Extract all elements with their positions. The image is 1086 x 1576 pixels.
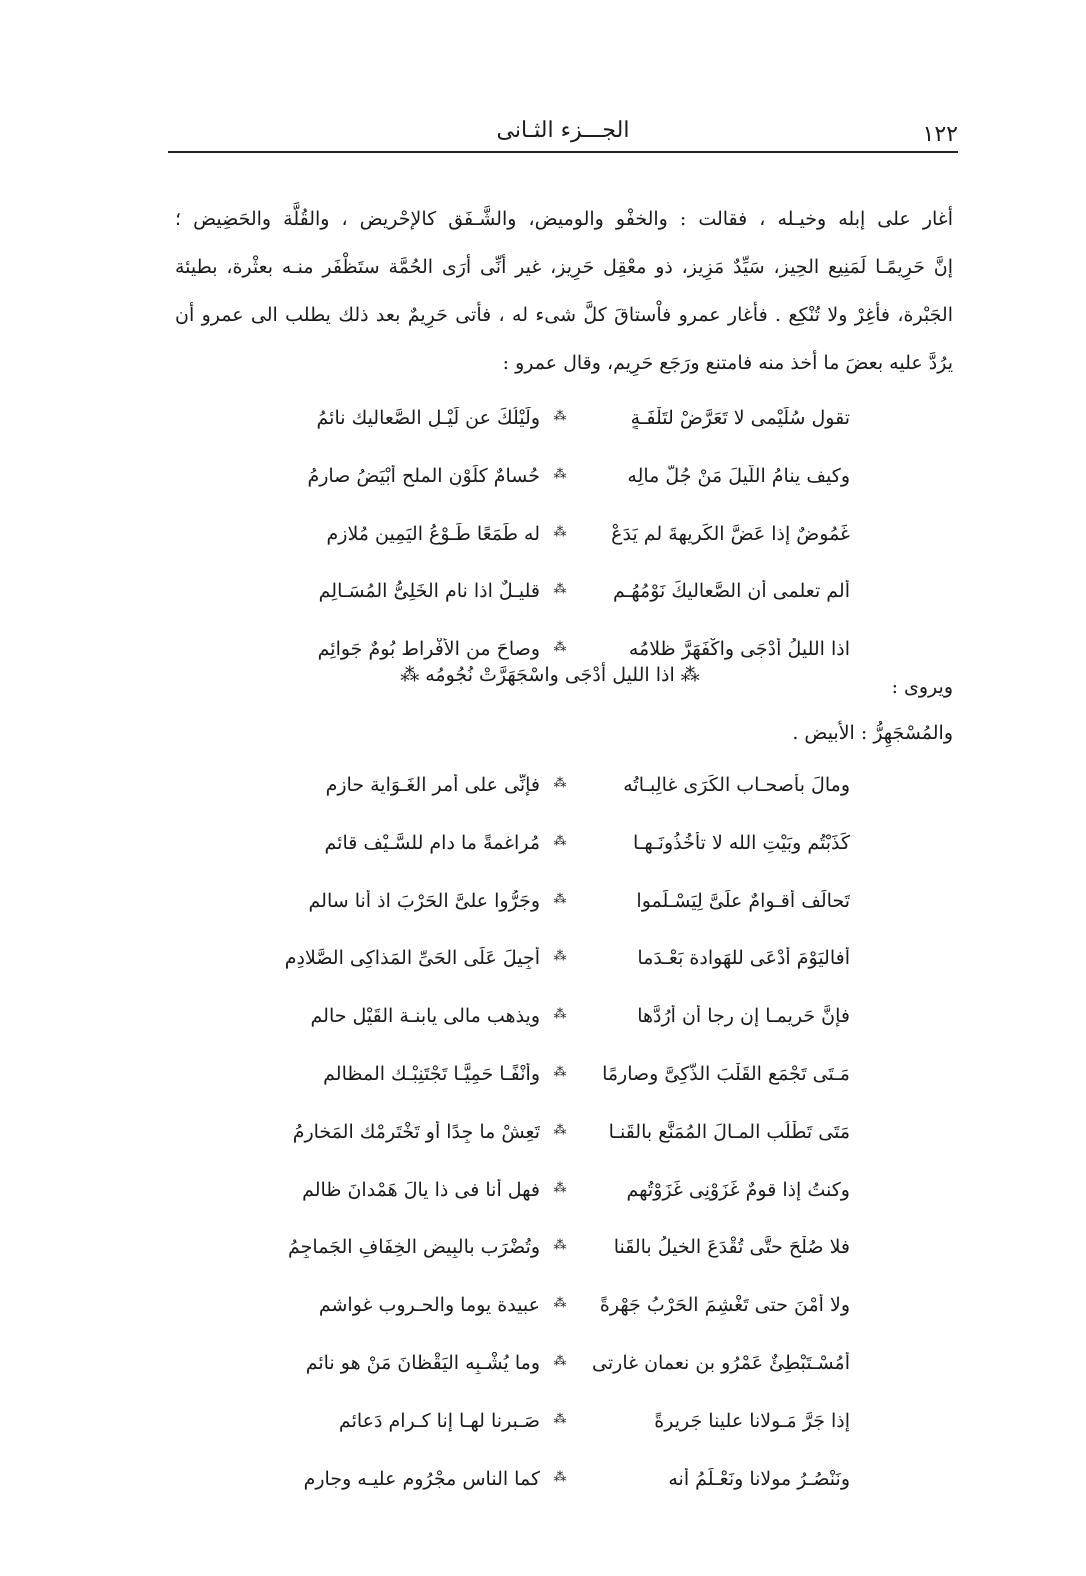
verse [270, 993, 850, 1051]
first-hemistich: ألم تعلمى أن الصَّعاليكَ نَوْمُهُـم [613, 580, 850, 603]
second-hemistich: فإنِّى على أمرِ الغَـوَاية حازمِ [325, 774, 540, 796]
verse-separator-star: ⁂ [553, 524, 567, 540]
verse [270, 1109, 850, 1167]
verse-separator-star: ⁂ [553, 1180, 567, 1196]
variant-reading [390, 664, 710, 686]
verse [270, 1167, 850, 1225]
second-hemistich: مُراغمةً ما دام للسَّـيْف قائم [324, 831, 540, 854]
first-hemistich: ومالَ بأصحـاب الكَرَى غالِبـاتُه [623, 774, 850, 796]
first-hemistich: مَتَى تَطْلُب المـالَ المُمَنَّع بالقَنـا [608, 1120, 850, 1143]
verse-separator-star: ⁂ [553, 409, 567, 424]
prose-line: يرُدَّ عليه بعضَ ما أخذ منه فامتنع ورَجَع حَرِيم، وقال عمرو : [502, 352, 953, 374]
verse-separator-star: ⁂ [553, 891, 567, 907]
second-hemistich: وصاحَ من الأفْراط بُومٌ جَوائِمِ [317, 638, 540, 661]
second-hemistich: تَعِشْ ما جِدًا أو تَخْتَرِمْك المَخارِمُ [292, 1120, 540, 1143]
second-hemistich: وأنْفًـا حَمِيًّـا تَجْتَنِبْـك المظالم [323, 1062, 540, 1085]
verse [270, 511, 850, 569]
first-hemistich: فإنَّ حَرِيمـا إن رجا أن أرُدَّها [637, 1005, 850, 1028]
first-hemistich: اذا الليلُ أدْجَى واكْفَهَرَّ ظلامُه [628, 638, 850, 661]
verse [270, 1282, 850, 1340]
variant-hemistich: اذا الليل أدْجَى واسْجَهَرَّتْ نُجُومُه [425, 664, 675, 686]
verse-separator-star: ⁂ [553, 466, 567, 482]
second-hemistich: حُسامٌ كلَوْنِ الملح أبْيَضُ صارمُ [307, 464, 540, 487]
first-hemistich: وكنتُ إذا قومٌ غَزَوْنِى غَزَوْتُهم [626, 1178, 850, 1201]
verse-separator-star: ⁂ [553, 1007, 567, 1023]
second-hemistich: كما الناس مجْرُوم عليـه وجارم [303, 1467, 540, 1490]
second-hemistich: فهل أنا فى ذا يالَ هَمْدانَ ظالم [302, 1178, 540, 1201]
verse-separator-star: ⁂ [553, 1238, 567, 1254]
first-hemistich: مَـتَى تَجْمَعِ القَلْبَ الذَّكِىَّ وصارمًا [602, 1062, 850, 1085]
first-hemistich: غَمُوضٌ إذا عَضَّ الكَرِيهةَ لم يَدَعْ [611, 522, 850, 545]
verse [270, 568, 850, 626]
first-hemistich: تَحالَف أقـوامٌ علَىَّ لِيَسْـلَموا [636, 889, 850, 912]
first-hemistich: فلا صُلْحَ حتَّى تُقْدَعَ الخيلُ بالقَنا [613, 1236, 850, 1259]
verse [270, 1224, 850, 1282]
running-head: الجـــزء الثـانى [496, 118, 630, 143]
verse-separator-star: ⁂ [553, 833, 567, 849]
verse-separator-star: ⁂ [553, 949, 567, 965]
prose-paragraph [175, 195, 953, 387]
poem-part-1 [270, 395, 850, 684]
first-hemistich: كَذَبْتُم وبَيْتِ الله لا تأْخُذُونَـهـا [632, 831, 850, 854]
first-hemistich: وكيف ينامُ اللَّيلَ مَنْ جُلُّ مالِه [627, 464, 850, 487]
second-hemistich: ويذهب مالى يابنـة القَيْل حالم [310, 1005, 540, 1028]
second-hemistich: ولَيْلُكَ عن لَيْـلِ الصَّعاليك نائمُ [316, 407, 540, 429]
variant-star-left: ⁂ [400, 664, 420, 686]
verse-separator-star: ⁂ [553, 1353, 567, 1369]
verse-separator-star: ⁂ [553, 640, 567, 656]
first-hemistich: أمُسْـتَبْطِئٌ عَمْرُو بن نعمان غارتى [592, 1351, 850, 1374]
page-number: ١٢٢ [922, 122, 958, 147]
verse-separator-star: ⁂ [553, 1411, 567, 1427]
prose-line: أغار على إبله وخيـله ، فقالت : والخفْو والوميض، والشَّـفَق كالإحْريض ، والقُلَّة والحَضِيض ؛ [175, 208, 953, 230]
second-hemistich: وتُضْرَب بالبِيضِ الخِفَافِ الجَماجِمُ [288, 1236, 540, 1259]
second-hemistich: وما يُشْـبِه اليَقْظانَ مَنْ هو نائم [305, 1351, 540, 1374]
prose-line: إنَّ حَرِيمًـا لَمَنِيع الحِيز، سَيِّدٌ مَزِيز، ذو معْقِل حَرِيز، غير أنِّى أرَى الحُمَّة ستَظْفَر منـه بعثْرة، بطيئة [175, 256, 953, 278]
variant-label: ويروى : [891, 676, 953, 698]
verse [270, 453, 850, 511]
verse [270, 1051, 850, 1109]
verse [270, 395, 850, 453]
second-hemistich: قليـلٌ اذا نام الخَلِىُّ المُسَـالِمِ [318, 580, 540, 603]
verse [270, 820, 850, 878]
first-hemistich: ونَنْصُـرُ مولانا ونَعْـلَمُ أنه [668, 1467, 850, 1490]
page-header [168, 108, 958, 148]
header-rule [168, 151, 958, 153]
second-hemistich: عبيدة يوما والحـروب غواشم [318, 1294, 540, 1317]
verse-separator-star: ⁂ [553, 1469, 567, 1485]
gloss-note: والمُسْجَهِرُّ : الأبيض . [792, 722, 953, 744]
verse-separator-star: ⁂ [553, 1122, 567, 1138]
first-hemistich: أفاليَوْمَ أُدْعَى للهَوادة بَعْـدَما [637, 947, 850, 970]
first-hemistich: إذا جَرَّ مَـولانا علينا جَرِيرةً [654, 1409, 850, 1432]
verse-separator-star: ⁂ [553, 1296, 567, 1312]
verse-separator-star: ⁂ [553, 776, 567, 791]
verse [270, 935, 850, 993]
verse-separator-star: ⁂ [553, 1064, 567, 1080]
prose-line: الجَبْرة، فأغِرْ ولا تُنْكِع . فأغار عمرو فاْستاقَ كلَّ شىء له ، فأتى حَرِيمٌ بعد ذلك يطلب الى عمرو أن [175, 304, 953, 326]
verse [270, 762, 850, 820]
second-hemistich: أُجِيلَ عَلَى الحَىِّ المَذاكِى الصَّلادِمِ [284, 947, 540, 970]
first-hemistich: تقول سُلَيْمى لا تَعَرَّضْ لتَلْفَـةٍ [630, 407, 850, 429]
verse [270, 1456, 850, 1514]
verse-separator-star: ⁂ [553, 582, 567, 598]
poem-part-2 [270, 762, 850, 1513]
verse [270, 1340, 850, 1398]
second-hemistich: صَـبرنا لهـا إنا كـرام دَعائم [338, 1409, 540, 1432]
verse [270, 878, 850, 936]
variant-star-right: ⁂ [680, 664, 700, 686]
first-hemistich: ولا أَمْنَ حتى تَغْشِمَ الحَرْبُ جَهْرةً [599, 1294, 850, 1317]
second-hemistich: وجَرُّوا علىَّ الحَرْبَ اذ أنا سالم [308, 889, 540, 912]
verse [270, 1398, 850, 1456]
second-hemistich: له طَمَعًا طَـوْعُ اليَمِين مُلازِمِ [326, 522, 540, 545]
